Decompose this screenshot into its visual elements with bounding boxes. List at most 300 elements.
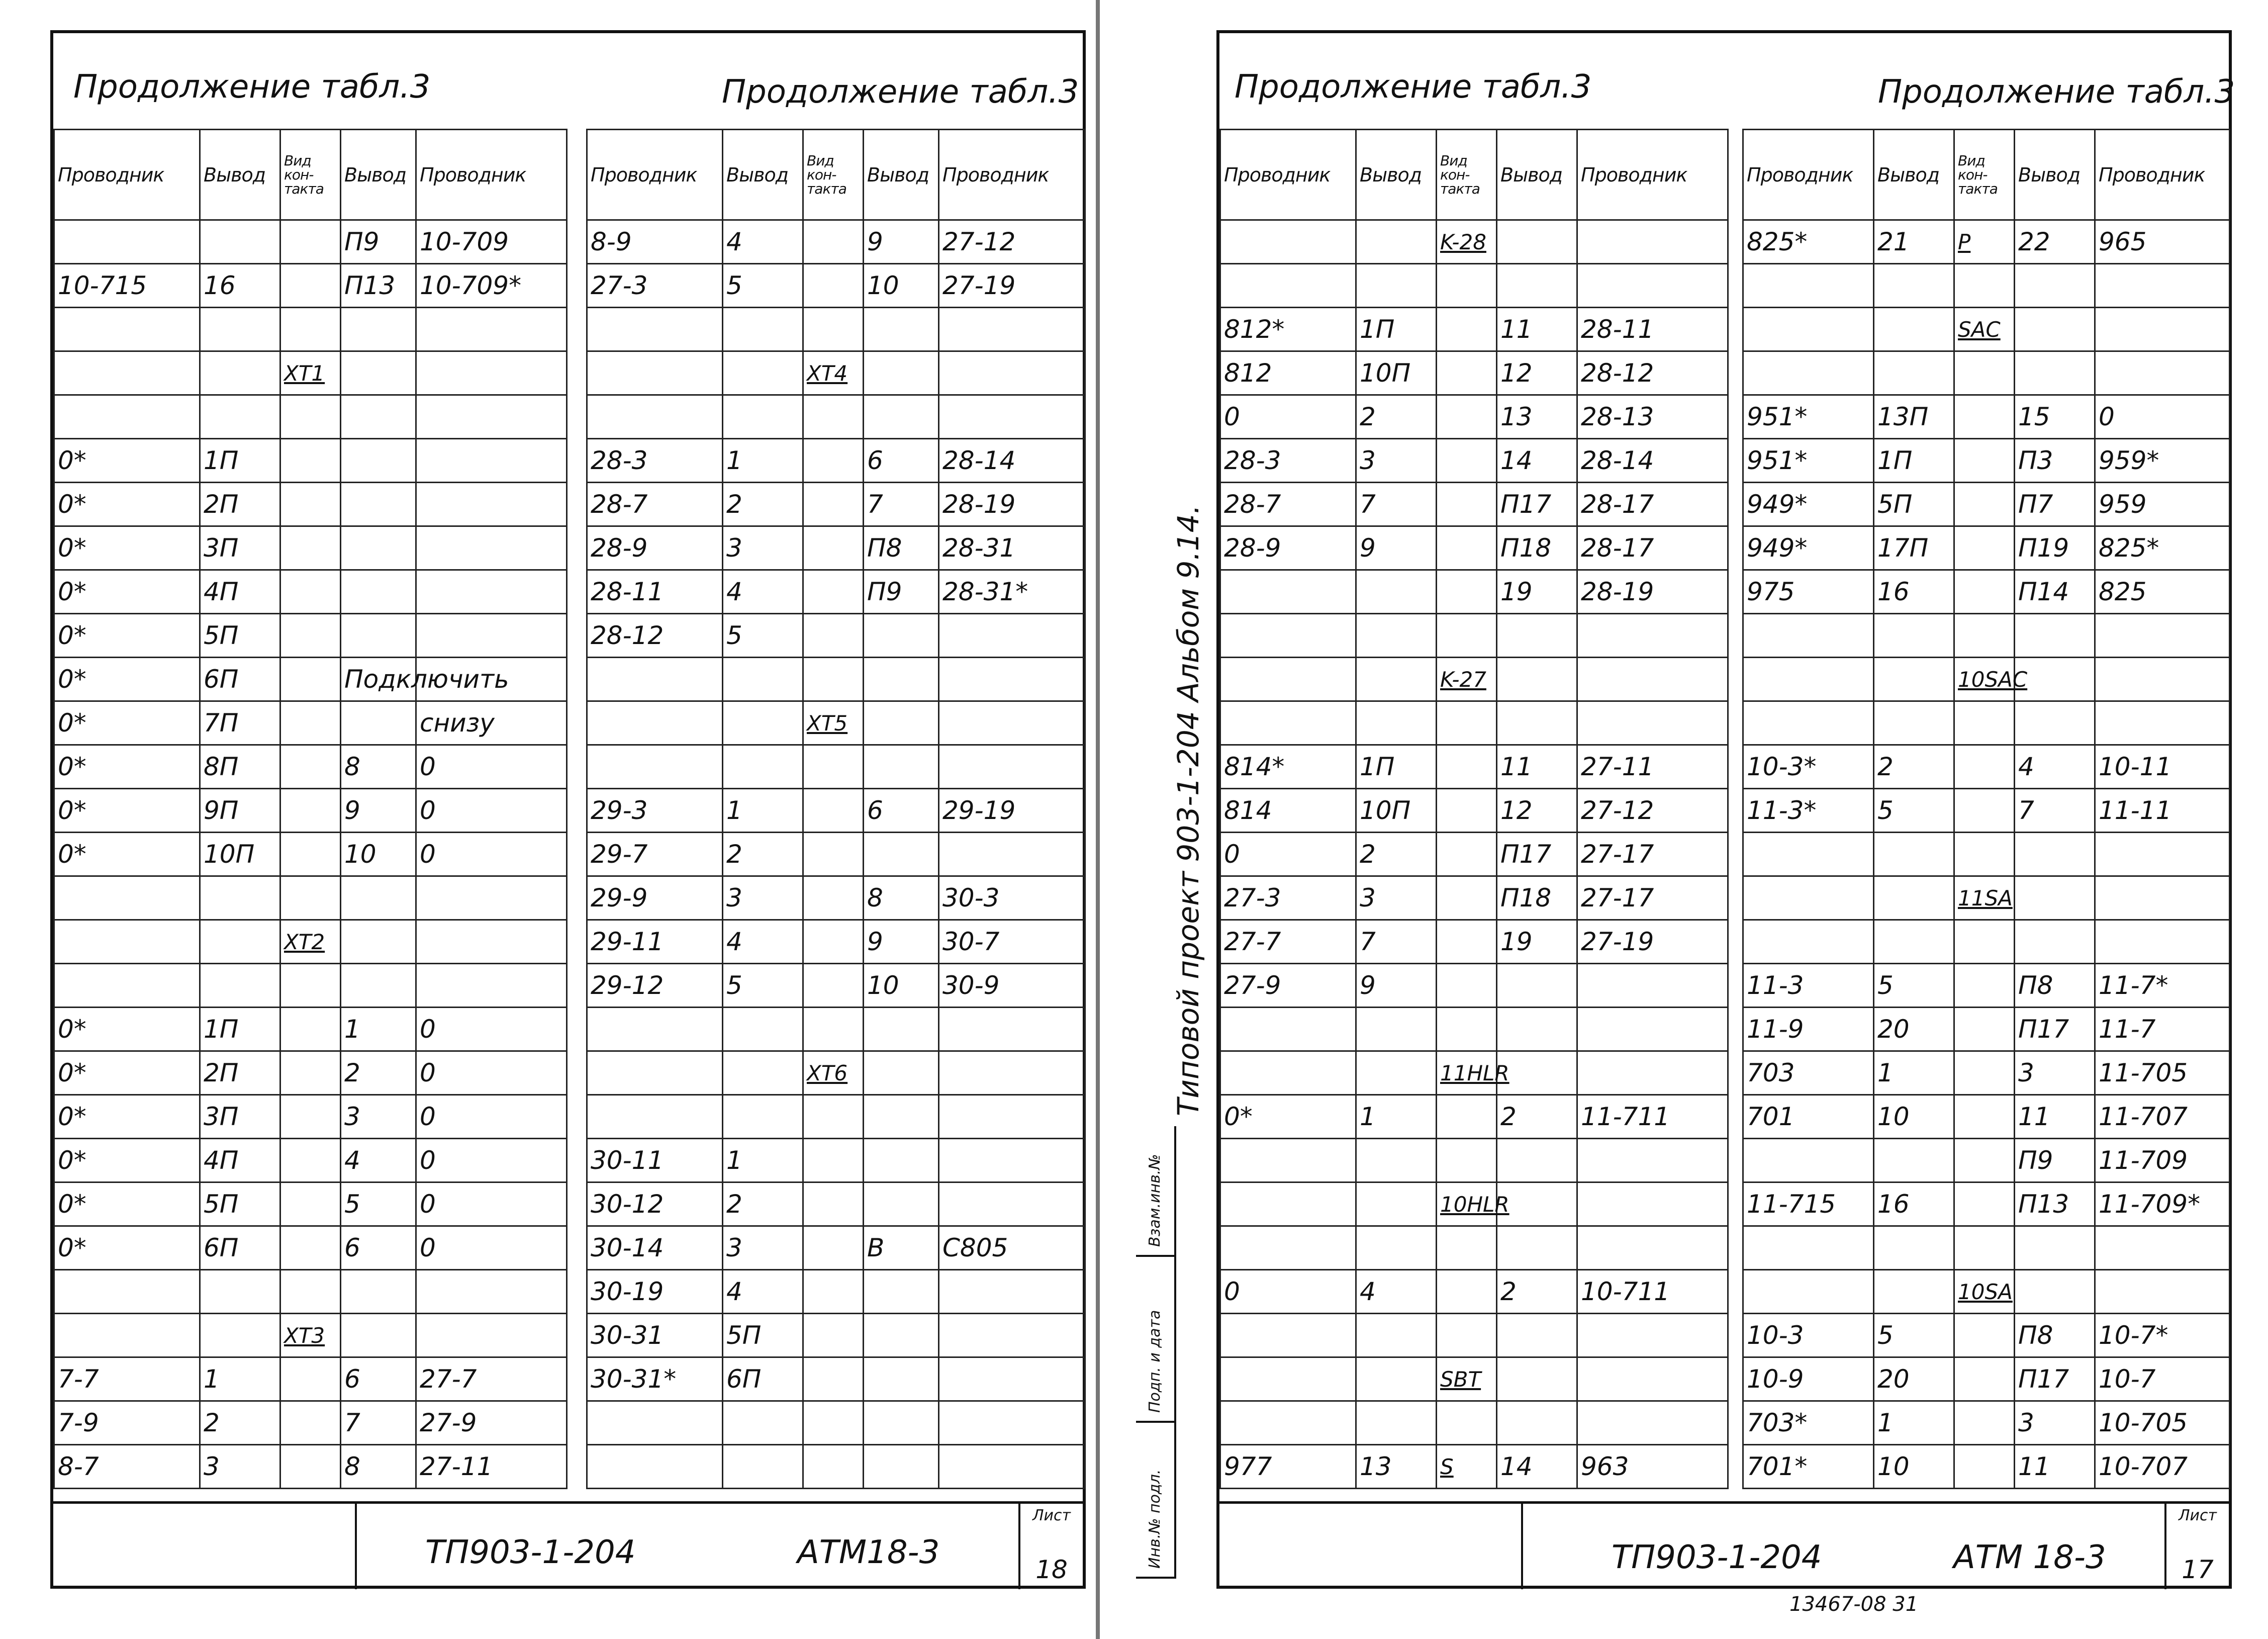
table-cell: [341, 1314, 416, 1357]
table-cell: [1437, 395, 1497, 439]
table-cell: 812*: [1220, 308, 1356, 351]
table-cell: [1954, 351, 2015, 395]
table-cell: [803, 570, 864, 614]
table-cell: 701*: [1743, 1445, 1874, 1489]
table-cell: [587, 745, 723, 789]
table-cell: [723, 1051, 803, 1095]
table-row: [54, 526, 567, 570]
table-cell: 0*: [54, 526, 200, 570]
table-cell: 3: [723, 526, 803, 570]
table-cell: [2095, 264, 2230, 308]
table-cell: [1356, 1357, 1437, 1401]
table-row: [1743, 1139, 2230, 1182]
table-cell: П9: [864, 570, 939, 614]
table-row: [1743, 570, 2230, 614]
table-cell: 7П: [200, 701, 280, 745]
table-cell: П17: [2015, 1357, 2095, 1401]
table-cell: 27-3: [587, 264, 723, 308]
table-cell: 2: [1356, 395, 1437, 439]
table-cell: 9: [341, 789, 416, 833]
table-row: [1220, 395, 1728, 439]
table-cell: 28-31: [939, 526, 1085, 570]
table-cell: [1954, 1226, 2015, 1270]
table-cell: [200, 395, 280, 439]
table-row: [54, 789, 567, 833]
table-cell: [803, 614, 864, 658]
table-row: [54, 920, 567, 964]
table-cell: [803, 1357, 864, 1401]
table-cell: XT1: [280, 351, 341, 395]
table-cell: [803, 658, 864, 701]
table-cell: П3: [2015, 439, 2095, 483]
table-cell: П13: [341, 264, 416, 308]
table-cell: XT6: [803, 1051, 864, 1095]
table-cell: [1954, 789, 2015, 833]
table-cell: [587, 308, 723, 351]
table-cell: [1497, 1139, 1577, 1182]
table-cell: 0: [416, 1008, 567, 1051]
table-row: [587, 351, 1085, 395]
table-cell: 10-705: [2095, 1401, 2230, 1445]
table-cell: [1954, 833, 2015, 876]
table-row: [587, 1314, 1085, 1357]
table-cell: [1874, 1226, 1954, 1270]
table-cell: 30-14: [587, 1226, 723, 1270]
table-cell: 1: [1874, 1401, 1954, 1445]
table-row: [1743, 833, 2230, 876]
table-row: [587, 1401, 1085, 1445]
table-cell: [280, 526, 341, 570]
table-cell: [1497, 1008, 1577, 1051]
table-cell: 10-711: [1577, 1270, 1728, 1314]
table-cell: [1577, 1226, 1728, 1270]
table-cell: 28-7: [1220, 483, 1356, 526]
table-cell: [803, 1401, 864, 1445]
table-row: [1743, 526, 2230, 570]
table-cell: 10-715: [54, 264, 200, 308]
table-cell: 0: [416, 789, 567, 833]
table-cell: [803, 1445, 864, 1489]
table-cell: [2015, 264, 2095, 308]
table-cell: [416, 439, 567, 483]
table-cell: [864, 833, 939, 876]
table-cell: [939, 1051, 1085, 1095]
table-cell: 11-715: [1743, 1182, 1874, 1226]
table-cell: 4П: [200, 570, 280, 614]
table-row: [54, 614, 567, 658]
table-cell: [1954, 964, 2015, 1008]
table-cell: [1954, 1445, 2015, 1489]
table-cell: [1954, 570, 2015, 614]
table-cell: [1437, 1139, 1497, 1182]
table-cell: [54, 220, 200, 264]
table-row: [54, 220, 567, 264]
table-row: [1220, 920, 1728, 964]
table-cell: [1954, 1314, 2015, 1357]
table-cell: [1437, 1226, 1497, 1270]
table-cell: [1954, 1051, 2015, 1095]
table-cell: [1954, 1095, 2015, 1139]
left-sheet: [50, 30, 1086, 1589]
table-cell: [341, 964, 416, 1008]
table-cell: 28-11: [587, 570, 723, 614]
table-cell: [864, 658, 939, 701]
table-cell: [1220, 1139, 1356, 1182]
table-cell: 3П: [200, 1095, 280, 1139]
table-cell: [1497, 701, 1577, 745]
table-cell: 17П: [1874, 526, 1954, 570]
table-cell: [1220, 1357, 1356, 1401]
table-cell: [200, 1270, 280, 1314]
table-cell: 7: [1356, 920, 1437, 964]
table-row: [1220, 308, 1728, 351]
table-cell: 1: [200, 1357, 280, 1401]
table-cell: 5: [723, 614, 803, 658]
table-cell: 14: [1497, 439, 1577, 483]
table-cell: 0*: [54, 1051, 200, 1095]
table-row: [1220, 876, 1728, 920]
table-cell: [1220, 220, 1356, 264]
table-cell: 1: [1356, 1095, 1437, 1139]
table-row: [1743, 1008, 2230, 1051]
table-cell: 30-19: [587, 1270, 723, 1314]
column-header: Проводник: [1220, 130, 1356, 220]
table-cell: [416, 964, 567, 1008]
table-row: [587, 745, 1085, 789]
table-cell: [723, 351, 803, 395]
table-cell: 27-19: [1577, 920, 1728, 964]
table-cell: 12: [1497, 789, 1577, 833]
table-cell: 16: [1874, 570, 1954, 614]
column-header: Вид кон-такта: [1954, 130, 2015, 220]
table-cell: 2: [1497, 1270, 1577, 1314]
table-cell: 1: [723, 789, 803, 833]
table-cell: 28-17: [1577, 526, 1728, 570]
table-cell: 2: [723, 833, 803, 876]
table-cell: П17: [1497, 833, 1577, 876]
table-cell: 703*: [1743, 1401, 1874, 1445]
table-cell: 27-17: [1577, 876, 1728, 920]
table-cell: [54, 351, 200, 395]
table-row: [587, 570, 1085, 614]
table-cell: [939, 701, 1085, 745]
table-cell: 11-711: [1577, 1095, 1728, 1139]
table-cell: [1497, 1314, 1577, 1357]
table-cell: [1437, 789, 1497, 833]
table-cell: 16: [200, 264, 280, 308]
right-sheet-header-left: Продолжение табл.3: [1235, 68, 1592, 106]
table-cell: [1356, 1008, 1437, 1051]
table-cell: 10: [341, 833, 416, 876]
table-cell: 5П: [200, 1182, 280, 1226]
table-cell: [1437, 1314, 1497, 1357]
table-row: [54, 701, 567, 745]
table-cell: [1437, 920, 1497, 964]
table-cell: 13: [1497, 395, 1577, 439]
table-row: [1743, 964, 2230, 1008]
table-cell: [1954, 745, 2015, 789]
table-cell: 949*: [1743, 483, 1874, 526]
table-cell: [341, 920, 416, 964]
table-cell: [280, 1445, 341, 1489]
table-row: [54, 439, 567, 483]
table-cell: 7-7: [54, 1357, 200, 1401]
table-cell: [1874, 833, 1954, 876]
table-cell: 4: [1356, 1270, 1437, 1314]
table-row: [1220, 483, 1728, 526]
table-cell: [1577, 1182, 1728, 1226]
table-cell: П8: [2015, 964, 2095, 1008]
column-header: Вид кон-такта: [1437, 130, 1497, 220]
table-cell: [1577, 1357, 1728, 1401]
table-cell: 5П: [723, 1314, 803, 1357]
table-cell: 3П: [200, 526, 280, 570]
table-cell: [723, 1401, 803, 1445]
table-cell: [1356, 1051, 1437, 1095]
table-cell: [416, 876, 567, 920]
table-cell: [1954, 1182, 2015, 1226]
table-cell: [864, 351, 939, 395]
table-cell: [1356, 658, 1437, 701]
table-row: [1220, 439, 1728, 483]
table-cell: [1577, 701, 1728, 745]
table-cell: 0: [416, 1139, 567, 1182]
table-cell: 1: [723, 439, 803, 483]
table-row: [1220, 1139, 1728, 1182]
table-cell: [803, 876, 864, 920]
table-cell: [939, 658, 1085, 701]
table-cell: 8: [864, 876, 939, 920]
table-cell: 1: [341, 1008, 416, 1051]
table-cell: [1437, 745, 1497, 789]
table-cell: 7: [864, 483, 939, 526]
table-cell: [280, 1008, 341, 1051]
table-cell: 0: [416, 833, 567, 876]
table-cell: [341, 439, 416, 483]
table-cell: П18: [1497, 526, 1577, 570]
table-cell: [1874, 876, 1954, 920]
table-cell: [280, 1401, 341, 1445]
table-row: [587, 701, 1085, 745]
table-cell: 0*: [54, 1182, 200, 1226]
table-cell: [1874, 308, 1954, 351]
table-cell: [864, 1357, 939, 1401]
column-header: Вывод: [341, 130, 416, 220]
table-cell: П17: [2015, 1008, 2095, 1051]
table-cell: 0*: [54, 789, 200, 833]
table-row: [1743, 701, 2230, 745]
table-cell: [2095, 614, 2230, 658]
table-row: [54, 1357, 567, 1401]
table-cell: [723, 658, 803, 701]
table-cell: [864, 1051, 939, 1095]
table-row: [587, 1357, 1085, 1401]
table-cell: [587, 701, 723, 745]
table-cell: [723, 745, 803, 789]
table-cell: 0*: [54, 833, 200, 876]
table-row: [1743, 1357, 2230, 1401]
table-cell: [1220, 1401, 1356, 1445]
table-row: [54, 1051, 567, 1095]
table-cell: [803, 264, 864, 308]
right-sheet-table-a: [1219, 129, 1729, 1489]
table-cell: [1743, 1139, 1874, 1182]
table-cell: [587, 1051, 723, 1095]
table-cell: 0*: [54, 1095, 200, 1139]
table-row: [1743, 264, 2230, 308]
table-cell: 2П: [200, 1051, 280, 1095]
table-cell: 29-12: [587, 964, 723, 1008]
table-cell: [200, 920, 280, 964]
table-cell: [939, 1445, 1085, 1489]
table-cell: 10-11: [2095, 745, 2230, 789]
left-sheet-table-a: [53, 129, 568, 1489]
table-cell: [864, 308, 939, 351]
table-cell: [1954, 526, 2015, 570]
table-cell: [587, 1095, 723, 1139]
table-cell: [280, 1226, 341, 1270]
table-cell: 29-19: [939, 789, 1085, 833]
table-row: [54, 351, 567, 395]
table-cell: 3: [2015, 1401, 2095, 1445]
right-sheet-table-b: [1742, 129, 2230, 1489]
table-cell: [1577, 1051, 1728, 1095]
table-cell: 7-9: [54, 1401, 200, 1445]
table-cell: [864, 1401, 939, 1445]
table-cell: 1: [1874, 1051, 1954, 1095]
table-row: [54, 876, 567, 920]
left-sheet-project-code: ТП903-1-204: [425, 1534, 636, 1571]
table-cell: 10SAC: [1954, 658, 2015, 701]
left-sheet-title-block: [53, 1501, 1083, 1587]
table-cell: 22: [2015, 220, 2095, 264]
table-cell: П9: [2015, 1139, 2095, 1182]
table-cell: [341, 395, 416, 439]
table-cell: 2: [1497, 1095, 1577, 1139]
table-cell: [939, 1008, 1085, 1051]
table-cell: П17: [1497, 483, 1577, 526]
table-cell: [280, 1051, 341, 1095]
table-cell: 0*: [1220, 1095, 1356, 1139]
table-cell: [1356, 1182, 1437, 1226]
table-cell: [939, 614, 1085, 658]
table-cell: [416, 351, 567, 395]
table-row: [1220, 658, 1728, 701]
left-sheet-number-box: [1018, 1504, 1083, 1589]
table-cell: 0: [416, 1226, 567, 1270]
table-row: [1220, 1051, 1728, 1095]
table-cell: 5П: [1874, 483, 1954, 526]
column-header: Вывод: [723, 130, 803, 220]
table-row: [1220, 1095, 1728, 1139]
table-cell: 27-12: [939, 220, 1085, 264]
table-row: [54, 1445, 567, 1489]
table-row: [1743, 439, 2230, 483]
table-cell: 30-11: [587, 1139, 723, 1182]
table-cell: [864, 1445, 939, 1489]
table-cell: 701: [1743, 1095, 1874, 1139]
table-cell: [1874, 920, 1954, 964]
table-cell: [803, 964, 864, 1008]
right-sheet-vertical-note: Типовой проект 903-1-204 Альбом 9.14.: [1171, 504, 1205, 1116]
table-cell: [1743, 264, 1874, 308]
right-sheet-project-code: ТП903-1-204: [1612, 1539, 1822, 1576]
right-sheet-title-block: [1219, 1501, 2229, 1587]
table-cell: 10: [1874, 1095, 1954, 1139]
table-row: [1220, 1314, 1728, 1357]
table-cell: [803, 1270, 864, 1314]
table-cell: [939, 745, 1085, 789]
table-cell: [1497, 614, 1577, 658]
table-cell: С805: [939, 1226, 1085, 1270]
table-row: [1220, 701, 1728, 745]
table-row: [1743, 483, 2230, 526]
table-row: [587, 483, 1085, 526]
table-cell: 28-9: [587, 526, 723, 570]
table-cell: [1220, 264, 1356, 308]
table-cell: 7: [1356, 483, 1437, 526]
table-cell: [864, 701, 939, 745]
column-header: Проводник: [1743, 130, 1874, 220]
table-row: [1220, 1182, 1728, 1226]
column-header: Вид кон-такта: [280, 130, 341, 220]
left-sheet-table-b: [586, 129, 1085, 1489]
table-row: [54, 1314, 567, 1357]
table-cell: [1437, 614, 1497, 658]
table-cell: 27-3: [1220, 876, 1356, 920]
table-cell: [1874, 264, 1954, 308]
table-cell: 0*: [54, 1139, 200, 1182]
table-cell: 10П: [200, 833, 280, 876]
table-cell: 959: [2095, 483, 2230, 526]
table-cell: 9: [1356, 964, 1437, 1008]
table-cell: [587, 1008, 723, 1051]
table-cell: 27-11: [416, 1445, 567, 1489]
table-cell: 11HLR: [1437, 1051, 1497, 1095]
table-cell: 19: [1497, 570, 1577, 614]
table-cell: 29-3: [587, 789, 723, 833]
table-row: [1743, 658, 2230, 701]
table-cell: [1743, 701, 1874, 745]
column-header: Вывод: [2015, 130, 2095, 220]
table-cell: 3: [200, 1445, 280, 1489]
table-cell: 10-7*: [2095, 1314, 2230, 1357]
table-cell: 4П: [200, 1139, 280, 1182]
table-cell: 0*: [54, 439, 200, 483]
table-row: [587, 1445, 1085, 1489]
table-cell: 27-17: [1577, 833, 1728, 876]
table-cell: 11-3: [1743, 964, 1874, 1008]
table-cell: [280, 1357, 341, 1401]
table-cell: 1П: [200, 439, 280, 483]
table-cell: [1743, 1226, 1874, 1270]
table-cell: 0: [416, 1182, 567, 1226]
table-cell: 6: [864, 789, 939, 833]
table-cell: [1497, 264, 1577, 308]
table-cell: [723, 395, 803, 439]
table-cell: П9: [341, 220, 416, 264]
table-row: [1220, 1445, 1728, 1489]
table-cell: [1356, 264, 1437, 308]
table-cell: [864, 614, 939, 658]
table-cell: 29-11: [587, 920, 723, 964]
table-cell: [280, 264, 341, 308]
table-cell: [1497, 658, 1577, 701]
table-cell: [803, 833, 864, 876]
table-cell: [587, 658, 723, 701]
table-cell: [280, 483, 341, 526]
table-cell: 0*: [54, 570, 200, 614]
